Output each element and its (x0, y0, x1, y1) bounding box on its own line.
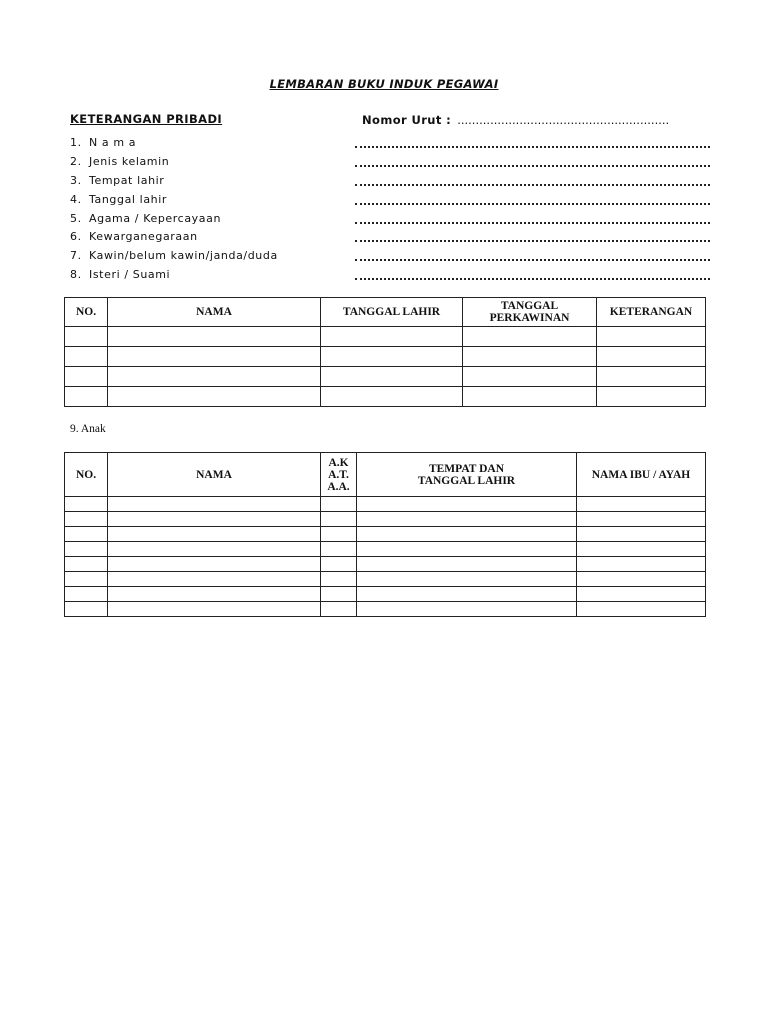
col-header-tempat-tanggal-lahir (357, 453, 577, 497)
table-cell[interactable] (108, 367, 321, 387)
table-cell[interactable] (321, 512, 357, 527)
table-cell[interactable] (357, 542, 577, 557)
table-row (65, 557, 706, 572)
field-fill-line[interactable] (355, 222, 710, 224)
header-line: TANGGAL LAHIR (417, 474, 516, 487)
field-label: Isteri / Suami (89, 268, 171, 282)
field-isteri-suami (70, 266, 710, 285)
table-cell[interactable] (321, 542, 357, 557)
personal-fields (70, 134, 710, 285)
field-number: 8. (70, 268, 82, 282)
col-header-nama: NAMA (108, 453, 321, 497)
table-cell[interactable] (321, 367, 463, 387)
table-row (65, 327, 706, 347)
col-header-keterangan: KETERANGAN (597, 298, 706, 327)
table-cell[interactable] (108, 387, 321, 407)
table-cell[interactable] (321, 527, 357, 542)
table-row (65, 602, 706, 617)
table-cell[interactable] (108, 602, 321, 617)
header-line: TEMPAT DAN (428, 462, 505, 475)
table-cell[interactable] (108, 557, 321, 572)
field-label: Kawin/belum kawin/janda/duda (89, 249, 278, 263)
table-cell[interactable] (108, 327, 321, 347)
table-cell[interactable] (65, 512, 108, 527)
table-cell[interactable] (577, 512, 706, 527)
table-cell[interactable] (463, 367, 597, 387)
anak-label: 9. Anak (70, 423, 106, 435)
field-number: 7. (70, 249, 82, 263)
table-cell[interactable] (597, 387, 706, 407)
table-cell[interactable] (597, 367, 706, 387)
field-tempat-lahir (70, 172, 710, 191)
col-header-no: NO. (65, 453, 108, 497)
table-cell[interactable] (321, 572, 357, 587)
table-cell[interactable] (108, 527, 321, 542)
table-cell[interactable] (321, 387, 463, 407)
col-header-status-anak (321, 453, 357, 497)
table-cell[interactable] (108, 497, 321, 512)
table-cell[interactable] (65, 367, 108, 387)
field-label: Tanggal lahir (89, 192, 168, 206)
section-label-keterangan-pribadi: KETERANGAN PRIBADI (70, 112, 223, 126)
table-cell[interactable] (321, 602, 357, 617)
table-cell[interactable] (321, 327, 463, 347)
field-agama (70, 210, 710, 229)
table-cell[interactable] (65, 542, 108, 557)
field-tanggal-lahir (70, 191, 710, 210)
table-cell[interactable] (357, 512, 577, 527)
field-fill-line[interactable] (355, 278, 710, 280)
field-label: Jenis kelamin (89, 154, 170, 168)
table-cell[interactable] (65, 572, 108, 587)
table-row (65, 347, 706, 367)
table-cell[interactable] (577, 542, 706, 557)
table-cell[interactable] (357, 587, 577, 602)
table-cell[interactable] (357, 497, 577, 512)
field-number: 4. (70, 192, 82, 206)
field-number: 6. (70, 230, 82, 244)
table-cell[interactable] (463, 347, 597, 367)
table-row (65, 587, 706, 602)
table-cell[interactable] (65, 497, 108, 512)
field-number: 1. (70, 136, 82, 149)
table-cell[interactable] (321, 587, 357, 602)
page-title: LEMBARAN BUKU INDUK PEGAWAI (269, 77, 499, 91)
nomor-urut-label: Nomor Urut : (362, 113, 452, 127)
field-number: 5. (70, 211, 82, 225)
table-cell[interactable] (108, 587, 321, 602)
header-line: A.K (328, 456, 349, 469)
table-cell[interactable] (577, 587, 706, 602)
table-cell[interactable] (597, 347, 706, 367)
table-cell[interactable] (65, 347, 108, 367)
table-header-row (65, 453, 706, 497)
table-cell[interactable] (577, 527, 706, 542)
col-header-nama-ibu-ayah: NAMA IBU / AYAH (577, 453, 706, 497)
col-header-nama: NAMA (108, 298, 321, 327)
table-cell[interactable] (108, 572, 321, 587)
table-row (65, 497, 706, 512)
spouse-table (64, 297, 706, 407)
table-cell[interactable] (65, 587, 108, 602)
header-line: A.T. (328, 468, 349, 481)
col-header-tanggal-perkawinan (463, 298, 597, 327)
table-cell[interactable] (597, 327, 706, 347)
table-cell[interactable] (357, 572, 577, 587)
table-cell[interactable] (108, 542, 321, 557)
col-header-no: NO. (65, 298, 108, 327)
table-row (65, 527, 706, 542)
table-cell[interactable] (577, 497, 706, 512)
table-header-row (65, 298, 706, 327)
table-cell[interactable] (357, 602, 577, 617)
table-row (65, 572, 706, 587)
table-row (65, 387, 706, 407)
table-cell[interactable] (577, 602, 706, 617)
table-cell[interactable] (577, 557, 706, 572)
table-cell[interactable] (108, 512, 321, 527)
col-header-tanggal-lahir: TANGGAL LAHIR (321, 298, 463, 327)
table-cell[interactable] (357, 527, 577, 542)
field-fill-line[interactable] (355, 146, 710, 148)
table-cell[interactable] (321, 557, 357, 572)
field-kewarganegaraan (70, 228, 710, 247)
table-cell[interactable] (321, 497, 357, 512)
field-fill-line[interactable] (355, 259, 710, 261)
table-cell[interactable] (463, 327, 597, 347)
header-line: PERKAWINAN (489, 312, 570, 324)
field-label: Kewarganegaraan (89, 230, 198, 244)
table-row (65, 367, 706, 387)
field-fill-line[interactable] (355, 184, 710, 186)
table-cell[interactable] (65, 387, 108, 407)
header-line: A.A. (327, 480, 350, 493)
table-cell[interactable] (65, 527, 108, 542)
table-cell[interactable] (65, 557, 108, 572)
field-label: Agama / Kepercayaan (89, 211, 222, 225)
field-fill-line[interactable] (355, 240, 710, 242)
table-cell[interactable] (577, 572, 706, 587)
field-status-kawin (70, 247, 710, 266)
table-row (65, 542, 706, 557)
table-row (65, 512, 706, 527)
field-fill-line[interactable] (355, 165, 710, 167)
table-cell[interactable] (65, 327, 108, 347)
field-number: 2. (70, 154, 82, 168)
table-cell[interactable] (463, 387, 597, 407)
table-cell[interactable] (108, 347, 321, 367)
table-cell[interactable] (321, 347, 463, 367)
header-line: TANGGAL (500, 300, 559, 312)
nomor-urut-field[interactable]: .......................................................... (457, 113, 670, 127)
field-label: Tempat lahir (89, 173, 165, 187)
field-fill-line[interactable] (355, 203, 710, 205)
nomor-urut (362, 113, 669, 127)
children-table (64, 452, 706, 617)
field-number: 3. (70, 173, 82, 187)
field-label: N a m a (89, 136, 137, 149)
field-nama (70, 134, 710, 153)
field-jenis-kelamin (70, 153, 710, 172)
table-cell[interactable] (65, 602, 108, 617)
table-cell[interactable] (357, 557, 577, 572)
